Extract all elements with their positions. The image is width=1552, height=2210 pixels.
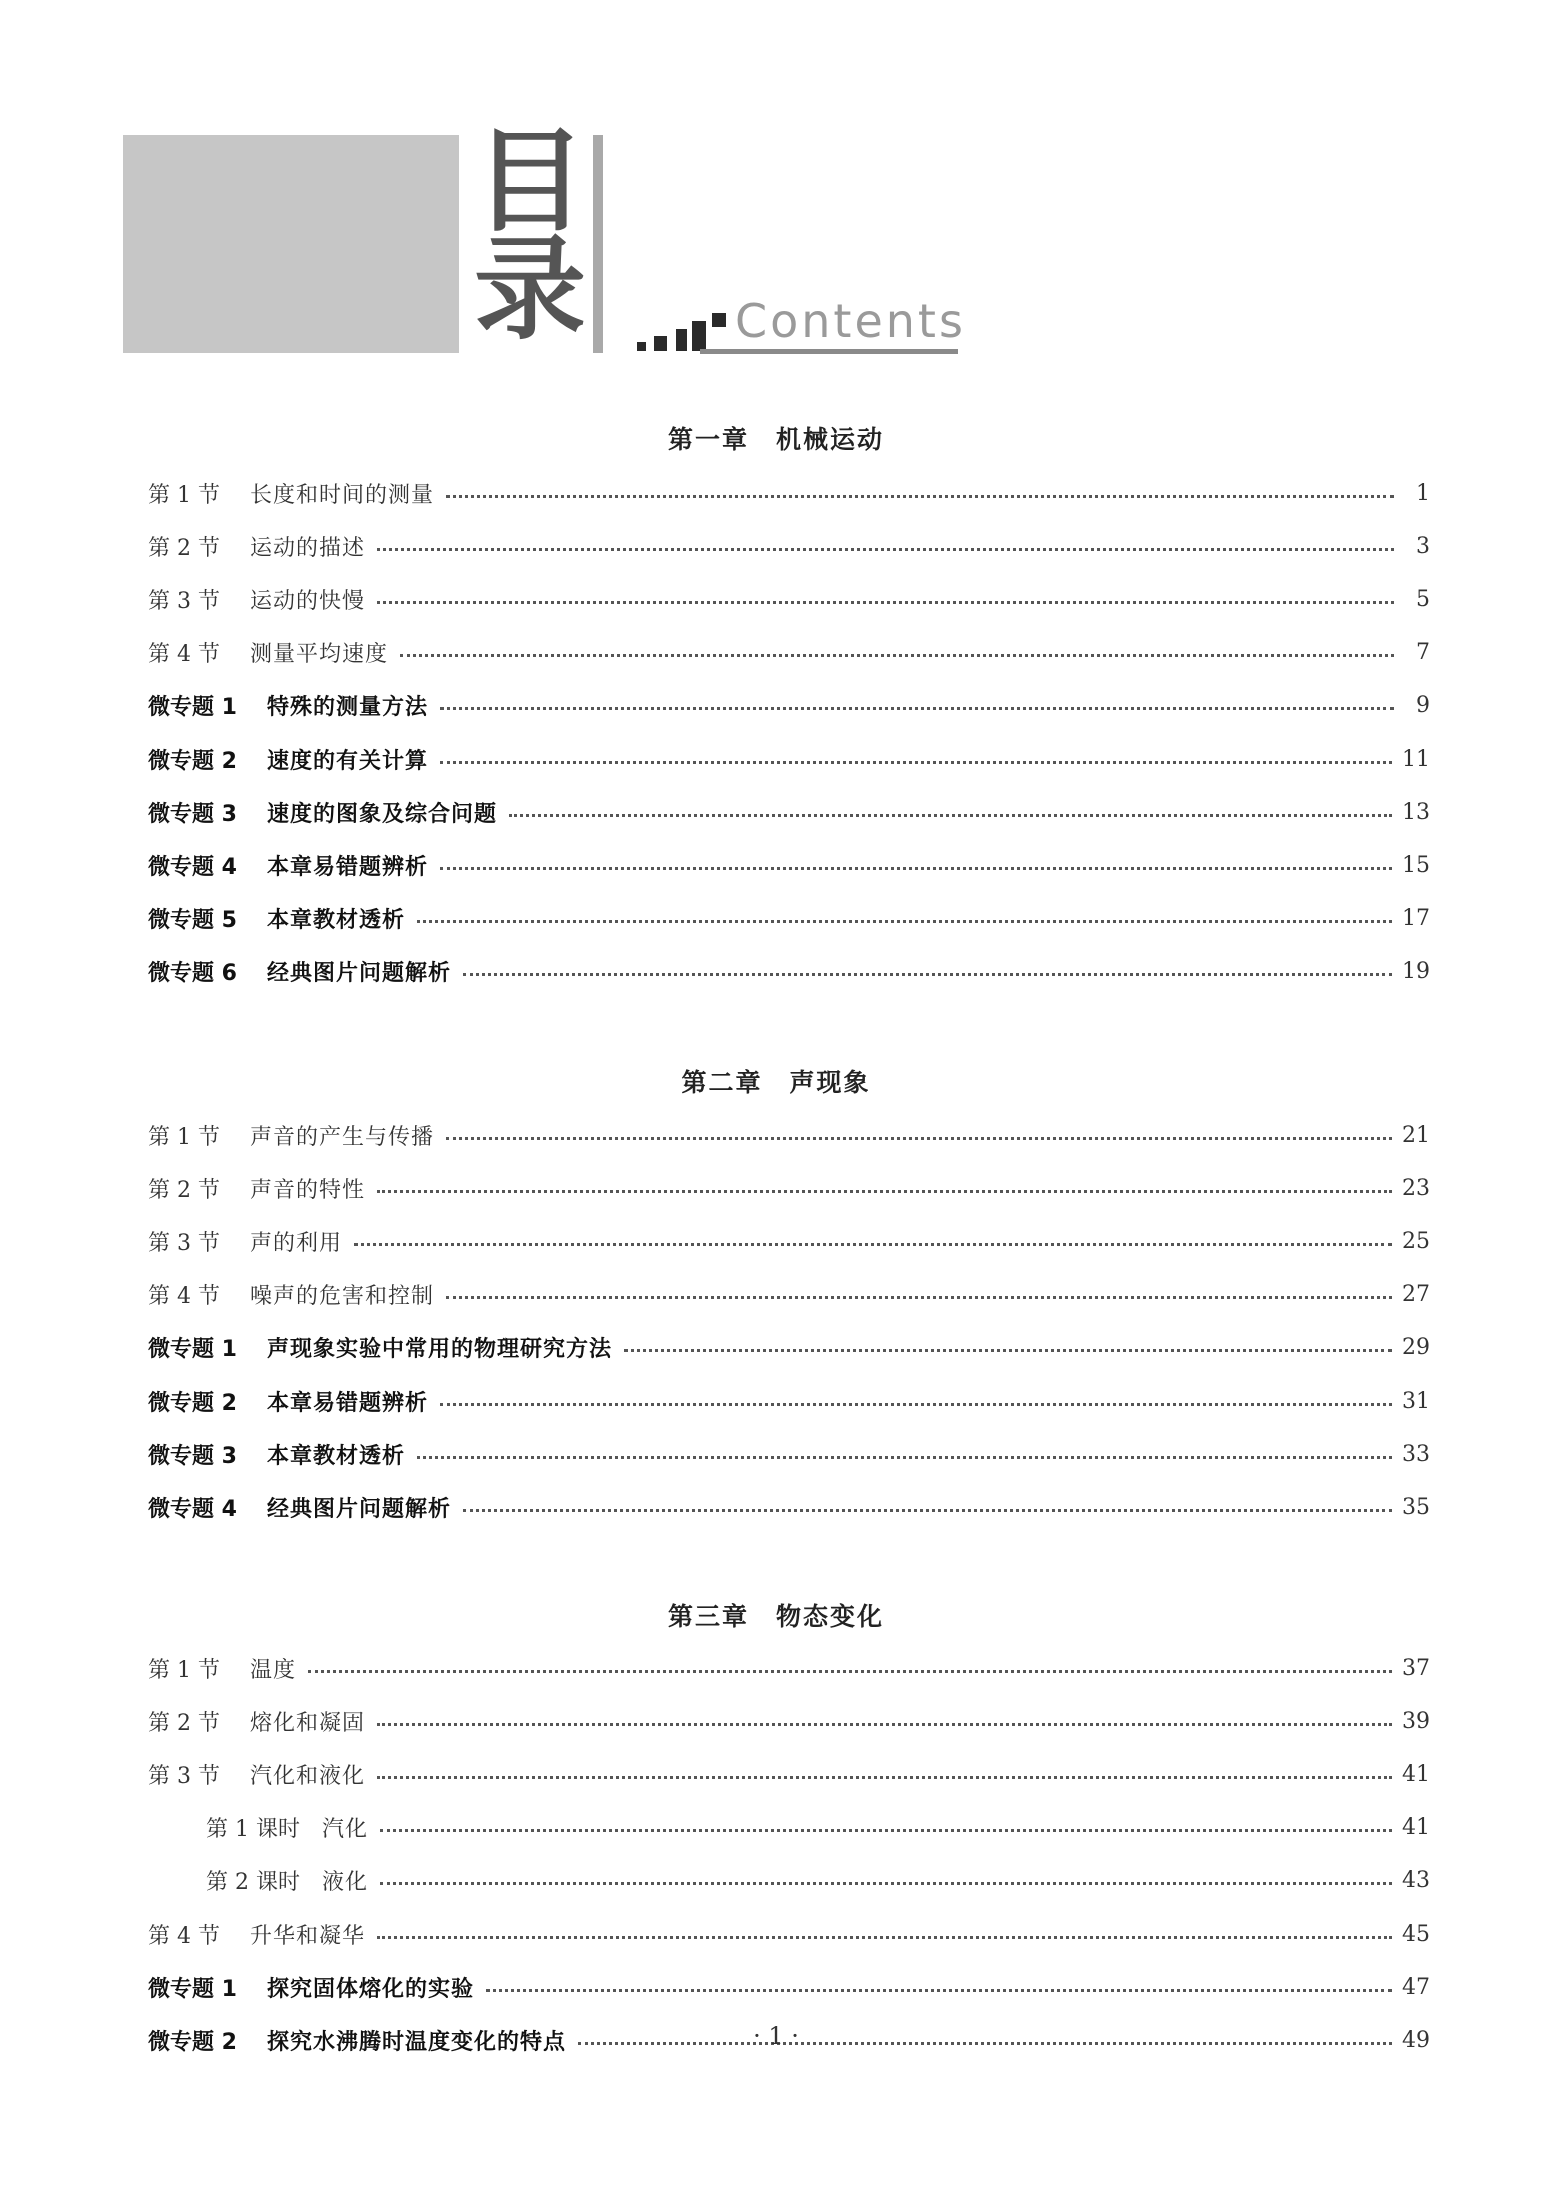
decorative-square (692, 321, 706, 351)
toc-entry-prefix: 微专题 5 (148, 907, 237, 933)
decorative-square (712, 313, 726, 327)
toc-entry-prefix: 第 2 节 (148, 1710, 220, 1736)
toc-entry-title: 测量平均速度 (249, 641, 388, 667)
toc-entry-title: 噪声的危害和控制 (249, 1283, 434, 1309)
toc-entry-title: 温度 (249, 1657, 296, 1683)
toc-entry-page: 49 (1402, 2027, 1430, 2053)
toc-entry[interactable] (148, 635, 1430, 669)
dot-leader (377, 1190, 1392, 1193)
toc-entry-title: 本章教材透析 (266, 907, 405, 933)
toc-entry-title: 汽化和液化 (249, 1763, 365, 1789)
toc-entry-page: 29 (1402, 1334, 1430, 1360)
toc-entry[interactable] (148, 1490, 1430, 1524)
toc-entry-title: 本章易错题辨析 (266, 854, 428, 880)
toc-entry[interactable] (148, 1330, 1430, 1364)
dot-leader (354, 1243, 1392, 1246)
toc-entry[interactable] (148, 1704, 1430, 1738)
toc-entry-page: 5 (1416, 586, 1430, 612)
toc-entry[interactable] (148, 954, 1430, 988)
toc-entry[interactable] (148, 1651, 1430, 1685)
toc-entry[interactable] (148, 1384, 1430, 1418)
toc-entry-page: 1 (1416, 480, 1430, 506)
toc-entry-title: 汽化 (321, 1816, 368, 1842)
toc-entry-title: 声音的产生与传播 (249, 1124, 434, 1150)
dot-leader (440, 1403, 1392, 1406)
chapter-title: 第二章 声现象 (681, 1068, 871, 1097)
toc-entry-page: 21 (1402, 1122, 1430, 1148)
dot-leader (377, 1936, 1392, 1939)
toc-entry-prefix: 第 1 节 (148, 1124, 220, 1150)
decorative-square (637, 342, 646, 351)
toc-entry[interactable] (148, 1118, 1430, 1152)
dot-leader (377, 601, 1394, 604)
toc-entry[interactable] (148, 795, 1430, 829)
toc-entry-prefix: 微专题 3 (148, 801, 237, 827)
dot-leader (440, 707, 1394, 710)
dot-leader (377, 1776, 1392, 1779)
toc-entry-title: 探究固体熔化的实验 (266, 1976, 474, 2002)
dot-leader (417, 920, 1392, 923)
toc-entry-prefix: 微专题 1 (148, 1976, 237, 2002)
toc-entry-page: 45 (1402, 1921, 1430, 1947)
toc-entry-title: 速度的有关计算 (266, 748, 428, 774)
toc-entry[interactable] (206, 1810, 1430, 1844)
toc-entry-page: 15 (1402, 852, 1430, 878)
dot-leader (308, 1670, 1392, 1673)
toc-entry[interactable] (148, 688, 1430, 722)
toc-entry-page: 47 (1402, 1974, 1430, 2000)
toc-entry-title: 液化 (321, 1869, 368, 1895)
toc-entry-prefix: 微专题 4 (148, 854, 237, 880)
toc-entry-page: 41 (1402, 1814, 1430, 1840)
toc-entry-page: 11 (1402, 746, 1430, 772)
dot-leader (440, 867, 1392, 870)
toc-entry-page: 27 (1402, 1281, 1430, 1307)
toc-entry-page: 39 (1402, 1708, 1430, 1734)
toc-entry[interactable] (148, 529, 1430, 563)
dot-leader (446, 1137, 1392, 1140)
toc-entry-title: 速度的图象及综合问题 (266, 801, 497, 827)
toc-entry[interactable] (148, 1970, 1430, 2004)
dot-leader (417, 1456, 1392, 1459)
toc-entry-prefix: 微专题 1 (148, 1336, 237, 1362)
toc-entry-prefix: 第 1 课时 (206, 1816, 300, 1842)
dot-leader (624, 1349, 1392, 1352)
toc-entry-page: 33 (1402, 1441, 1430, 1467)
dot-leader (486, 1989, 1392, 1992)
decorative-square (654, 336, 667, 351)
toc-entry-title: 声音的特性 (249, 1177, 365, 1203)
toc-entry-page: 3 (1416, 533, 1430, 559)
toc-entry-page: 23 (1402, 1175, 1430, 1201)
toc-entry-prefix: 第 1 节 (148, 482, 220, 508)
toc-entry-page: 41 (1402, 1761, 1430, 1787)
toc-entry[interactable] (148, 848, 1430, 882)
toc-entry-title: 特殊的测量方法 (266, 694, 428, 720)
dot-leader (463, 973, 1392, 976)
toc-entry-title: 运动的描述 (249, 535, 365, 561)
toc-entry[interactable] (206, 1863, 1430, 1897)
toc-entry-title: 探究水沸腾时温度变化的特点 (266, 2029, 566, 2055)
dot-leader (380, 1829, 1392, 1832)
dot-leader (400, 654, 1394, 657)
toc-entry[interactable] (148, 1171, 1430, 1205)
toc-entry-prefix: 微专题 3 (148, 1443, 237, 1469)
toc-entry-prefix: 第 4 节 (148, 641, 220, 667)
toc-entry-page: 35 (1402, 1494, 1430, 1520)
header-gray-block (123, 135, 459, 353)
toc-entry-prefix: 第 4 节 (148, 1283, 220, 1309)
chapter-title: 第三章 物态变化 (667, 1602, 884, 1631)
toc-entry-prefix: 微专题 4 (148, 1496, 237, 1522)
toc-entry-page: 7 (1416, 639, 1430, 665)
toc-entry-prefix: 第 1 节 (148, 1657, 220, 1683)
toc-entry-title: 运动的快慢 (249, 588, 365, 614)
dot-leader (380, 1882, 1392, 1885)
toc-entry[interactable] (148, 1437, 1430, 1471)
toc-entry-prefix: 微专题 6 (148, 960, 237, 986)
dot-leader (463, 1509, 1392, 1512)
page-subtitle: Contents (735, 294, 966, 348)
toc-entry-page: 9 (1416, 692, 1430, 718)
page-title: 目录 (474, 117, 586, 355)
toc-entry[interactable] (148, 1277, 1430, 1311)
toc-entry-page: 13 (1402, 799, 1430, 825)
toc-entry-prefix: 第 3 节 (148, 1230, 220, 1256)
toc-entry-page: 17 (1402, 905, 1430, 931)
toc-entry-prefix: 微专题 2 (148, 2029, 237, 2055)
header-underline (700, 349, 958, 354)
toc-entry[interactable] (148, 901, 1430, 935)
toc-entry-prefix: 微专题 2 (148, 1390, 237, 1416)
toc-entry-title: 经典图片问题解析 (266, 960, 451, 986)
toc-entry[interactable] (148, 1917, 1430, 1951)
dot-leader (446, 1296, 1392, 1299)
toc-entry-prefix: 微专题 2 (148, 748, 237, 774)
toc-entry-prefix: 第 3 节 (148, 1763, 220, 1789)
toc-entry-title: 本章易错题辨析 (266, 1390, 428, 1416)
toc-entry-prefix: 第 2 课时 (206, 1869, 300, 1895)
toc-entry-title: 熔化和凝固 (249, 1710, 365, 1736)
header-vertical-bar (593, 135, 603, 353)
dot-leader (446, 495, 1394, 498)
toc-entry[interactable] (148, 476, 1430, 510)
dot-leader (377, 1723, 1392, 1726)
decorative-square (676, 329, 687, 351)
toc-entry[interactable] (148, 1757, 1430, 1791)
toc-entry-title: 经典图片问题解析 (266, 1496, 451, 1522)
toc-entry-page: 19 (1402, 958, 1430, 984)
toc-entry[interactable] (148, 742, 1430, 776)
toc-entry-prefix: 第 4 节 (148, 1923, 220, 1949)
toc-entry-page: 37 (1402, 1655, 1430, 1681)
toc-entry-title: 声的利用 (249, 1230, 342, 1256)
toc-entry-title: 本章教材透析 (266, 1443, 405, 1469)
toc-entry-title: 声现象实验中常用的物理研究方法 (266, 1336, 612, 1362)
chapter-title: 第一章 机械运动 (667, 425, 884, 454)
toc-entry-page: 43 (1402, 1867, 1430, 1893)
toc-entry-prefix: 微专题 1 (148, 694, 237, 720)
page-number: · 1 · (753, 2022, 799, 2050)
toc-entry[interactable] (148, 582, 1430, 616)
dot-leader (509, 814, 1392, 817)
dot-leader (440, 761, 1392, 764)
toc-entry-title: 升华和凝华 (249, 1923, 365, 1949)
toc-entry-page: 31 (1402, 1388, 1430, 1414)
dot-leader (377, 548, 1394, 551)
toc-entry[interactable] (148, 1224, 1430, 1258)
toc-entry-title: 长度和时间的测量 (249, 482, 434, 508)
toc-entry-prefix: 第 2 节 (148, 535, 220, 561)
toc-entry-prefix: 第 3 节 (148, 588, 220, 614)
toc-entry-page: 25 (1402, 1228, 1430, 1254)
toc-entry-prefix: 第 2 节 (148, 1177, 220, 1203)
